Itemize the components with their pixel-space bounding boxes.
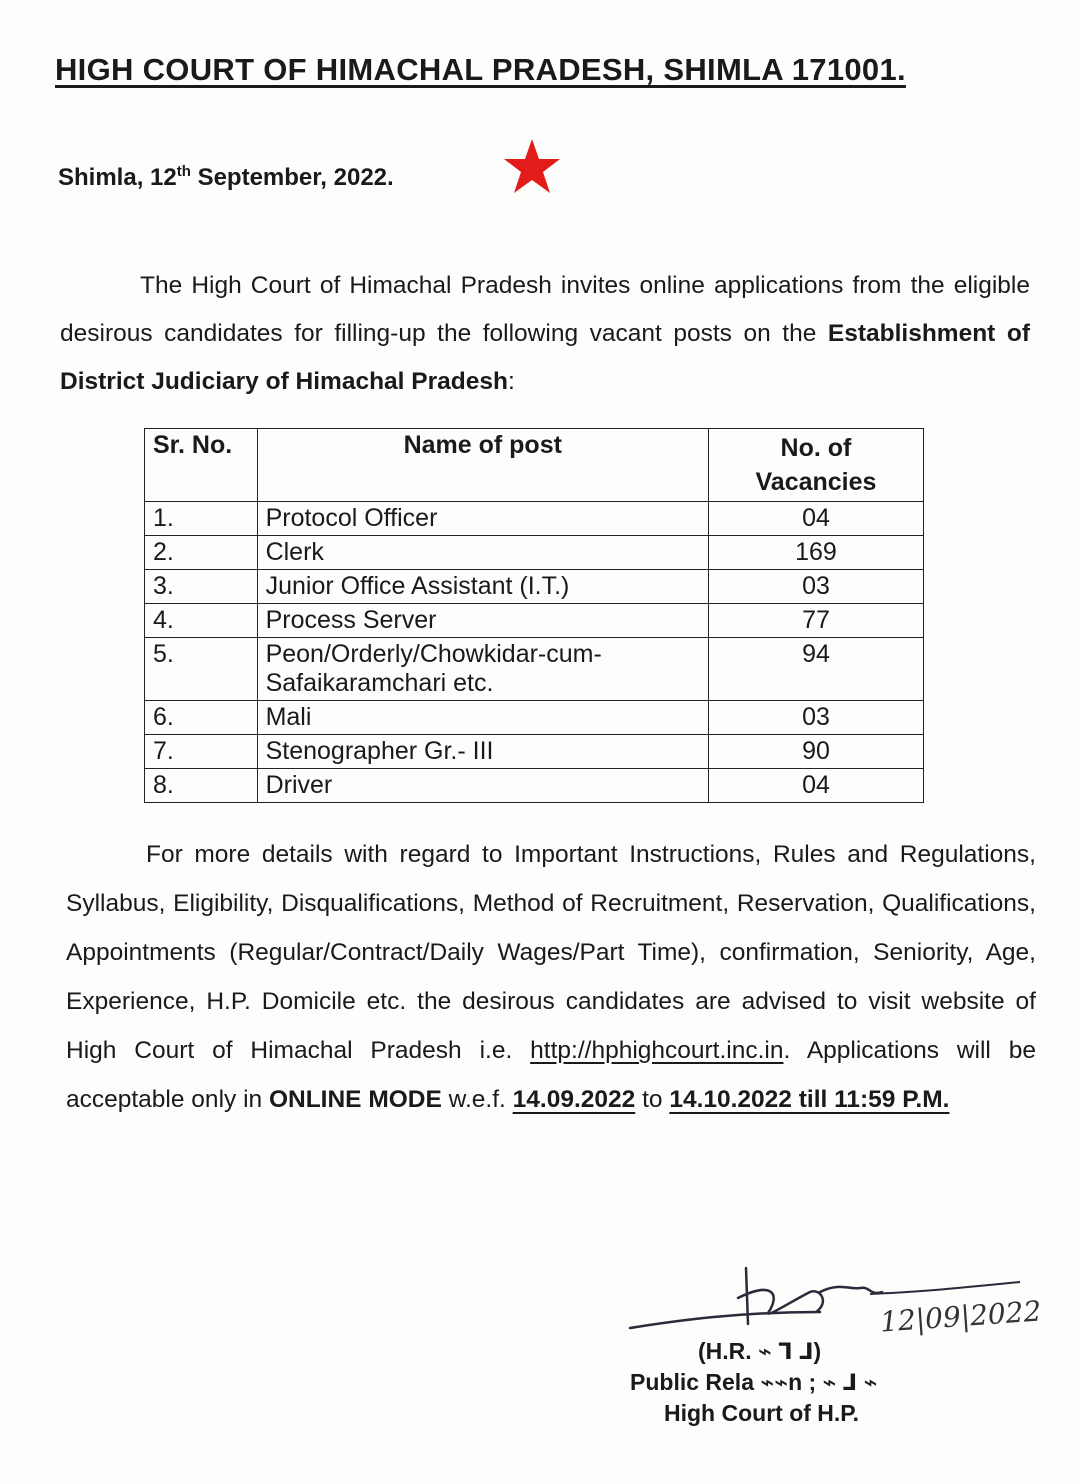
row-post-name: Mali — [257, 701, 708, 735]
row-vacancies: 90 — [708, 735, 923, 769]
row-post-name: Stenographer Gr.- III — [257, 735, 708, 769]
table-row — [145, 701, 924, 735]
row-post-name: Process Server — [257, 604, 708, 638]
details-wef: w.e.f. — [441, 1086, 513, 1113]
row-sr: 3. — [145, 570, 258, 604]
start-date: 14.09.2022 — [512, 1086, 636, 1113]
row-post-name — [257, 638, 708, 701]
row-vacancies: 169 — [708, 536, 923, 570]
row-vacancies: 94 — [708, 638, 923, 701]
dateline-rest: September, 2022. — [190, 164, 394, 191]
row-post-name: Protocol Officer — [257, 502, 708, 536]
online-mode: ONLINE MODE — [268, 1086, 442, 1113]
row-sr: 7. — [145, 735, 258, 769]
table-row — [145, 735, 924, 769]
row-vacancies: 04 — [708, 502, 923, 536]
table-row — [145, 604, 924, 638]
signature-date: 12|09|2022 — [879, 1294, 1043, 1339]
table-row — [145, 769, 924, 803]
row-post-name: Driver — [257, 769, 708, 803]
header-vacancies-line1: No. of — [780, 434, 852, 462]
dateline-place: Shimla, 12 — [58, 164, 177, 191]
page-title: HIGH COURT OF HIMACHAL PRADESH, SHIMLA 171001. — [55, 52, 906, 87]
row-sr: 8. — [145, 769, 258, 803]
end-date: 14.10.2022 till 11:59 P.M. — [669, 1086, 950, 1113]
signatory-block — [630, 1336, 950, 1429]
vacancy-table — [144, 428, 924, 803]
details-to: to — [635, 1086, 670, 1113]
table-header-row — [145, 429, 924, 502]
dateline — [58, 163, 394, 192]
signatory-designation: Public Rela ⌁⌁n ; ⌁ ᒧ ⌁ — [630, 1369, 878, 1395]
header-vacancies — [708, 429, 923, 502]
table-row — [145, 570, 924, 604]
row-sr: 2. — [145, 536, 258, 570]
red-star-icon — [500, 135, 564, 199]
row-vacancies: 03 — [708, 701, 923, 735]
row-post-name: Clerk — [257, 536, 708, 570]
row-post-name-line1: Peon/Orderly/Chowkidar-cum- — [265, 640, 602, 668]
row-post-name: Junior Office Assistant (I.T.) — [257, 570, 708, 604]
website-link[interactable]: http://hphighcourt.inc.in — [530, 1037, 784, 1064]
dateline-suffix: th — [176, 163, 191, 180]
row-sr: 1. — [145, 502, 258, 536]
row-sr: 5. — [145, 638, 258, 701]
signatory-name: (H.R. ⌁ ᒣ ᒧ) — [698, 1338, 822, 1364]
signatory-office: High Court of H.P. — [664, 1400, 860, 1426]
table-row — [145, 638, 924, 701]
table-row — [145, 502, 924, 536]
intro-text: The High Court of Himachal Pradesh invites online applications from the eligible desirous candidates for filling-up the following vacant posts on the — [60, 272, 1030, 347]
row-sr: 4. — [145, 604, 258, 638]
details-text: For more details with regard to Important Instructions, Rules and Regulations, Syllabus, Eligibility, Disqualifications, Method of Recruitment, Reservation, Qualifications, Appointments (Regular/Contract/Daily Wages/Part Time), confirmation, Seniority, Age, Experience, H.P. Domicile etc. the desirous candidates are advised to visit website of High Court of Himachal Pradesh i.e. — [66, 841, 1036, 1064]
details-applications: . Applications will be acceptable only in — [66, 1037, 1037, 1113]
row-vacancies: 04 — [708, 769, 923, 803]
header-sr-no: Sr. No. — [145, 429, 258, 502]
intro-paragraph — [60, 262, 1030, 406]
header-vacancies-line2: Vacancies — [755, 468, 877, 496]
row-vacancies: 03 — [708, 570, 923, 604]
header-name-of-post: Name of post — [257, 429, 708, 502]
details-paragraph — [66, 830, 1036, 1124]
intro-establishment: Establishment of District Judiciary of Himachal Pradesh — [60, 320, 1031, 395]
table-row — [145, 536, 924, 570]
row-sr: 6. — [145, 701, 258, 735]
row-vacancies: 77 — [708, 604, 923, 638]
row-post-name-line2: Safaikaramchari etc. — [265, 669, 494, 697]
intro-colon: : — [507, 368, 515, 395]
